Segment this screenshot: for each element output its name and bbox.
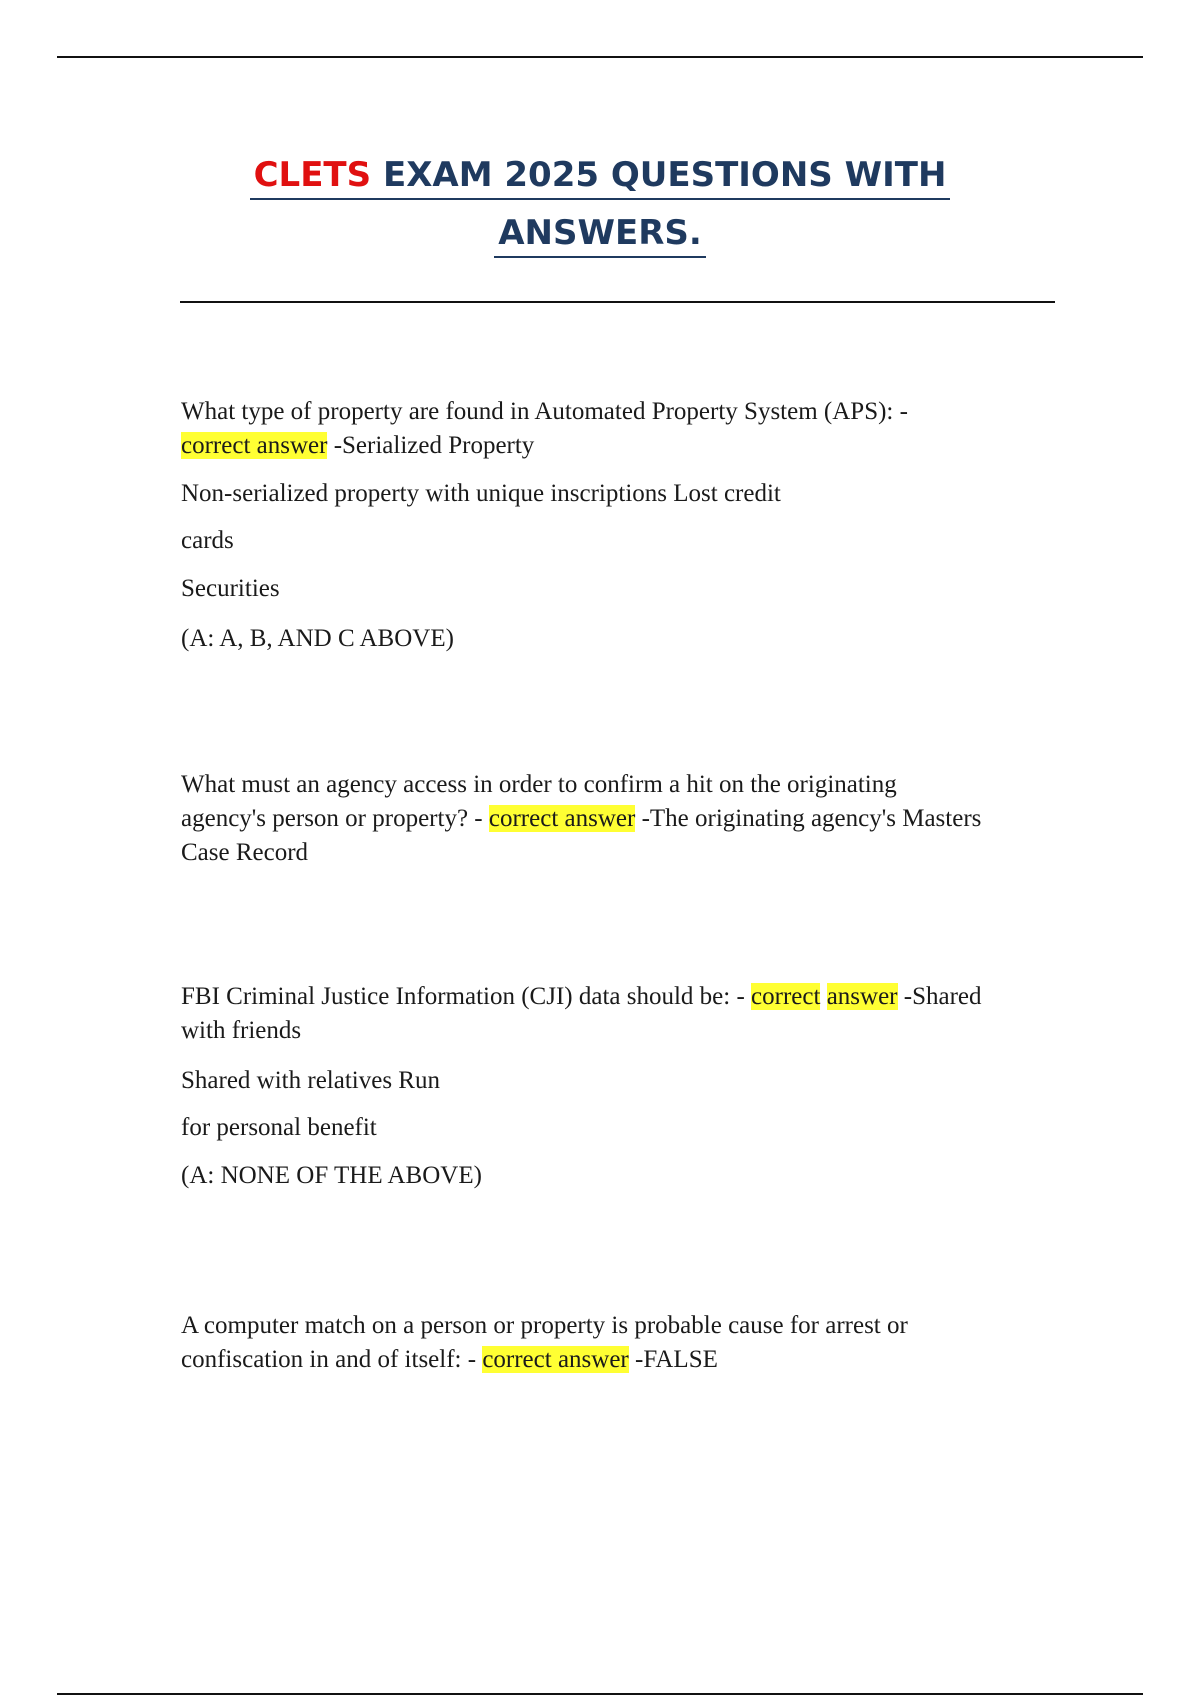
q1-correct-answer-label: correct answer — [181, 432, 328, 459]
q4-correct-answer-label: correct answer — [482, 1346, 629, 1373]
q1-option-line: Non-serialized property with unique inscriptions Lost credit — [181, 480, 781, 507]
q2-question — [181, 768, 1061, 870]
q2-answer-text: -The originating agency's Masters — [635, 805, 982, 832]
page-top-rule — [57, 56, 1143, 58]
q3-option-line: for personal benefit — [181, 1114, 377, 1141]
q1-question — [181, 395, 1061, 463]
q3-question — [181, 980, 1061, 1048]
q4-question-line-1: A computer match on a person or property is probable cause for arrest or — [181, 1312, 908, 1339]
q1-option-line: cards — [181, 527, 234, 554]
title-line-1 — [250, 152, 951, 200]
q1-answer-text: -Serialized Property — [327, 432, 535, 459]
q3-answer-text: -Shared — [897, 983, 982, 1010]
q1-question-text: What type of property are found in Automated Property System (APS): - — [181, 398, 908, 425]
q3-option-line: Shared with relatives Run — [181, 1067, 440, 1094]
q2-question-line-2: agency's person or property? - — [181, 805, 489, 832]
page-bottom-rule — [57, 1693, 1143, 1695]
q4-question-line-2: confiscation in and of itself: - — [181, 1346, 483, 1373]
q2-answer-line-3: Case Record — [181, 839, 309, 866]
title-divider — [180, 301, 1055, 303]
document-title — [0, 148, 1200, 260]
q3-question-text: FBI Criminal Justice Information (CJI) data should be: - — [181, 983, 752, 1010]
q3-answer-label: answer — [826, 983, 898, 1010]
title-line-1-text: EXAM 2025 QUESTIONS WITH — [371, 155, 947, 195]
q1-answer-key: (A: A, B, AND C ABOVE) — [181, 625, 454, 652]
q1-option-line: Securities — [181, 575, 280, 602]
q3-answer-key: (A: NONE OF THE ABOVE) — [181, 1162, 482, 1189]
q4-answer-text: -FALSE — [628, 1346, 718, 1373]
q4-question — [181, 1309, 1061, 1377]
q3-answer-line-2: with friends — [181, 1017, 302, 1044]
title-brand: CLETS — [253, 155, 372, 195]
title-line-2: ANSWERS. — [494, 210, 706, 258]
q2-question-line-1: What must an agency access in order to confirm a hit on the originating — [181, 771, 897, 798]
q3-correct-label: correct — [751, 983, 821, 1010]
q2-correct-answer-label: correct answer — [488, 805, 636, 832]
